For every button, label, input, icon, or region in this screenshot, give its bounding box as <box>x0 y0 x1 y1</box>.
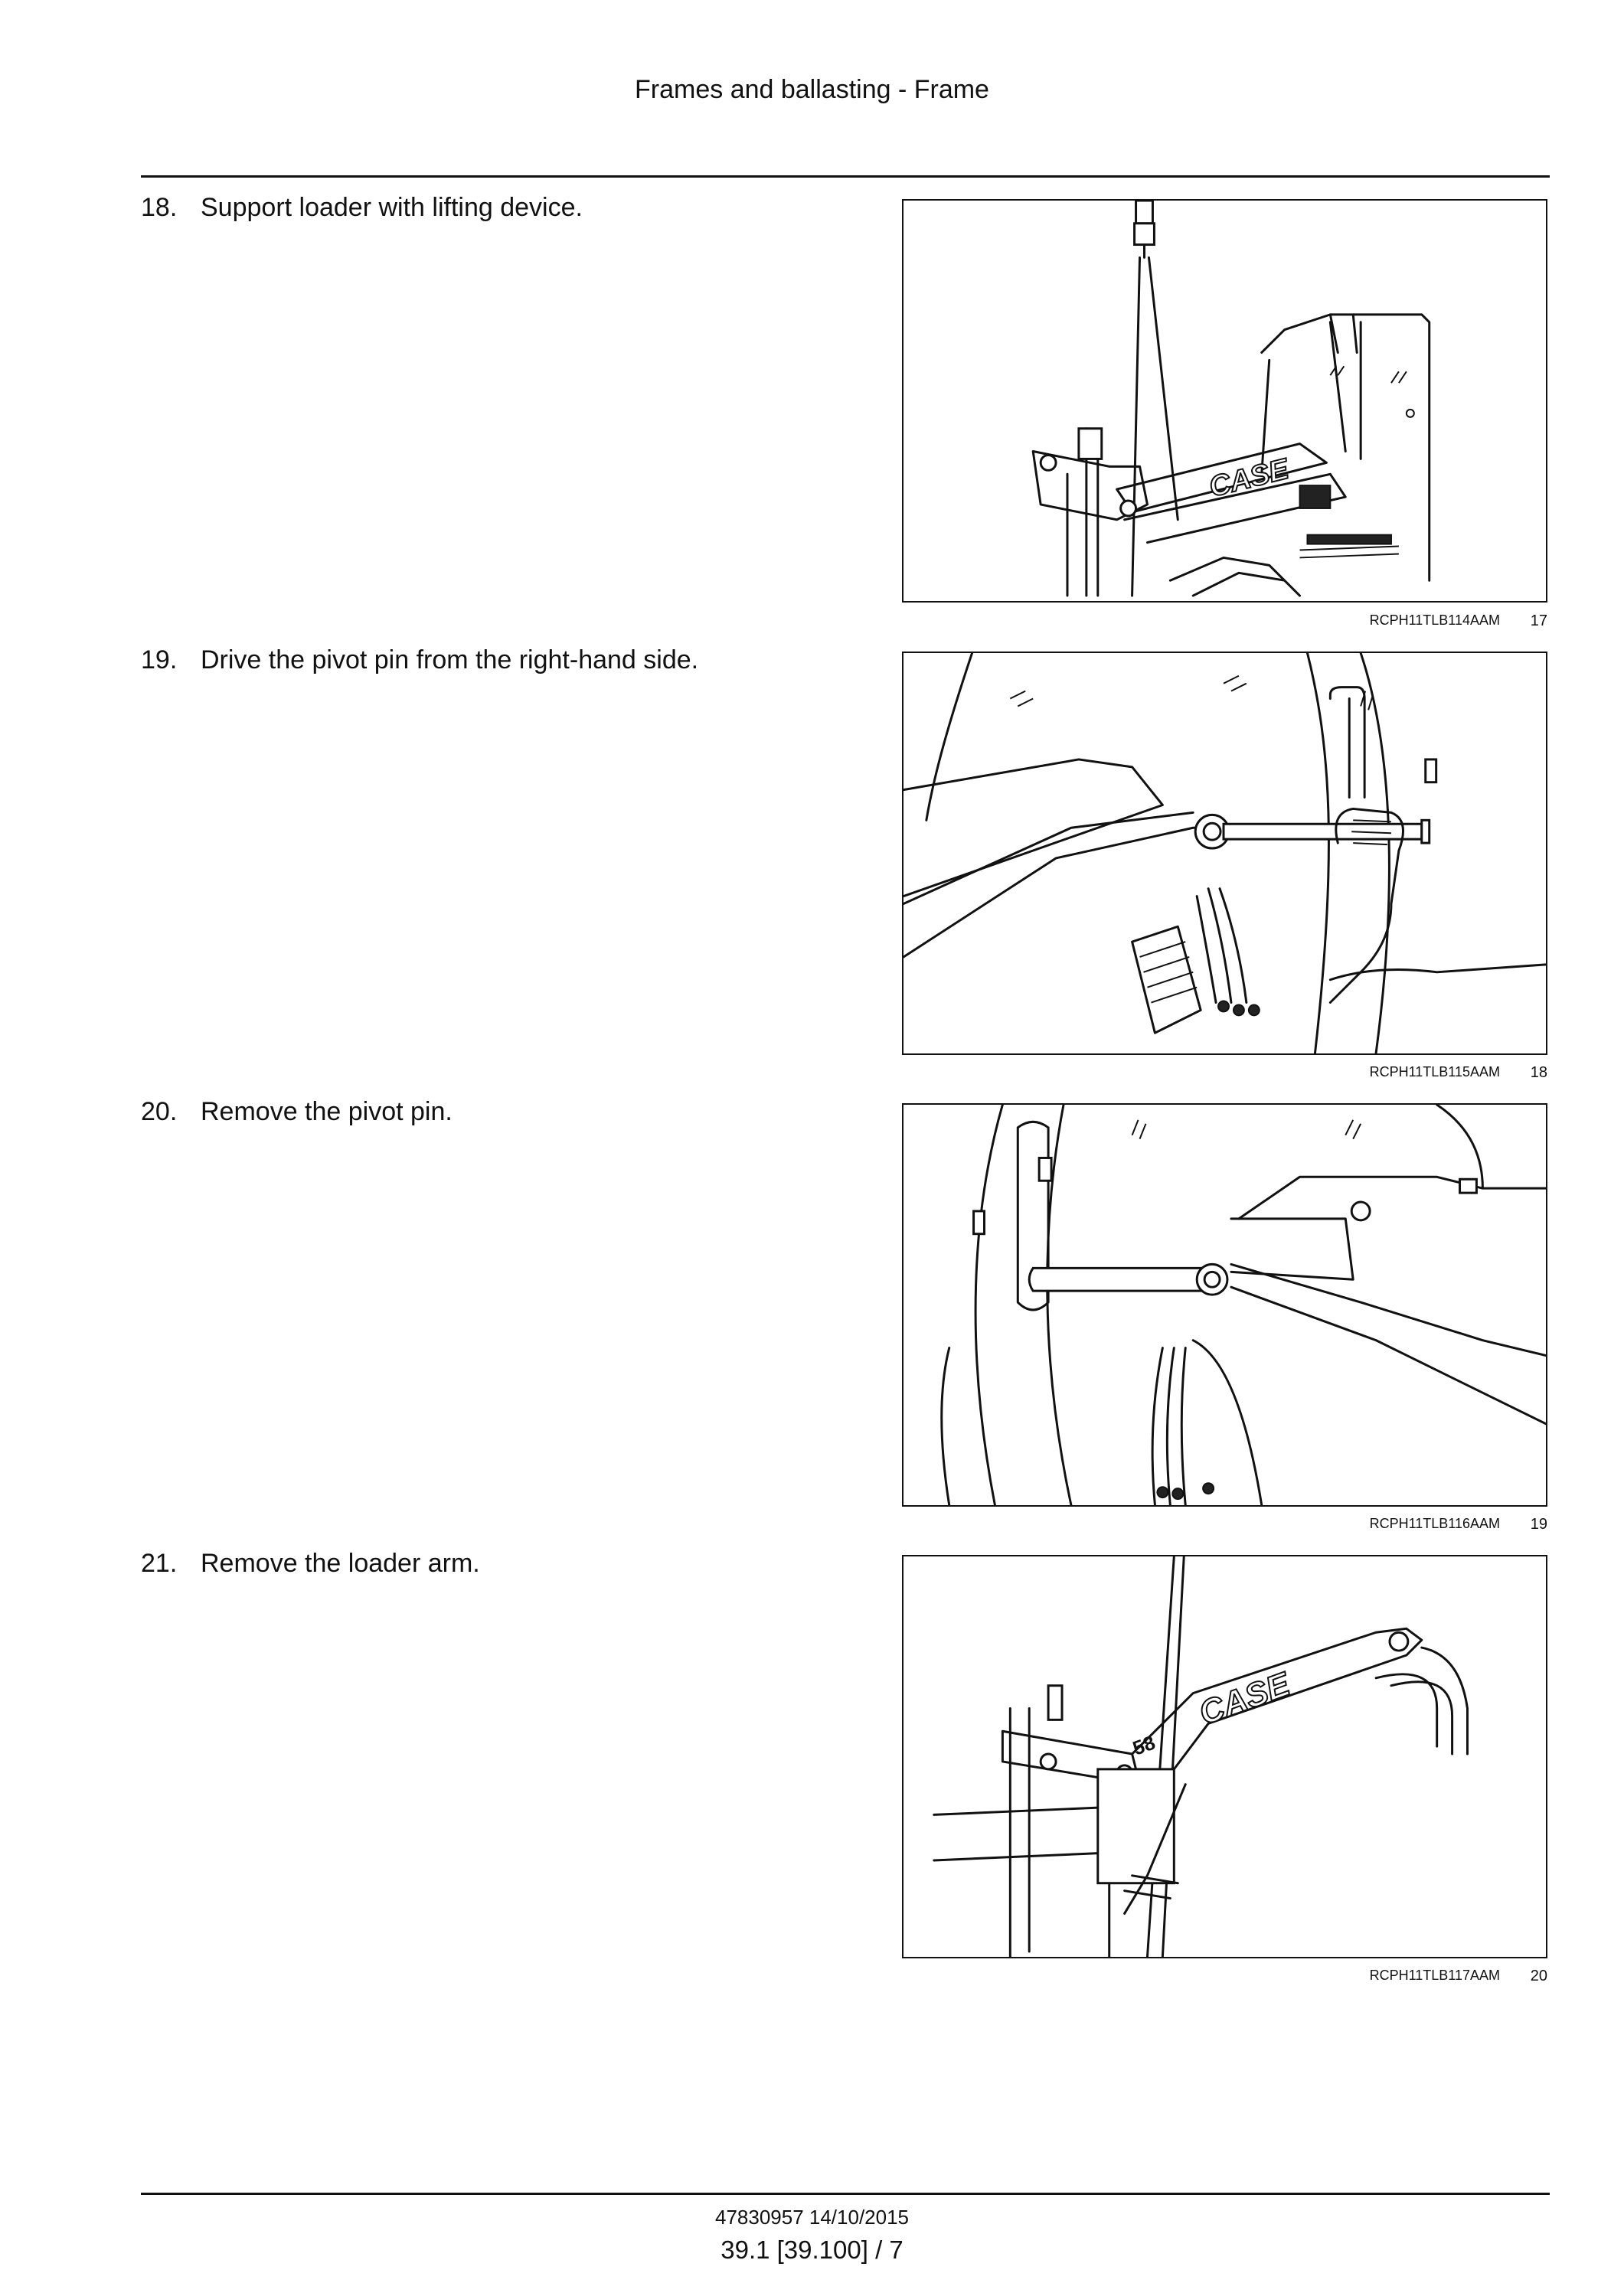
step-number: 21. <box>141 1549 178 1578</box>
figure-20-remove-loader-arm <box>902 1555 1547 1958</box>
figure-number: 19 <box>1530 1516 1547 1533</box>
footer-page-reference: 39.1 [39.100] / 7 <box>721 2236 903 2264</box>
header-rule <box>141 175 1550 178</box>
step-text: Remove the pivot pin. <box>201 1097 453 1126</box>
footer-rule <box>141 2193 1550 2195</box>
case-logo: CASE <box>1206 452 1292 504</box>
figure-code: RCPH11TLB117AAM <box>1369 1968 1500 1983</box>
step-text: Remove the loader arm. <box>201 1549 480 1578</box>
step-text: Support loader with lifting device. <box>201 193 583 222</box>
figure-code: RCPH11TLB115AAM <box>1369 1064 1500 1079</box>
step-number: 19. <box>141 645 178 674</box>
page-header-title: Frames and ballasting - Frame <box>635 75 989 104</box>
figure-number: 17 <box>1530 612 1547 629</box>
step-number: 18. <box>141 193 178 222</box>
figure-code: RCPH11TLB114AAM <box>1369 612 1500 628</box>
step-21 <box>141 1549 480 1579</box>
footer-doc-code: 47830957 14/10/2015 <box>714 2206 910 2229</box>
step-19 <box>141 645 698 675</box>
figure-number: 20 <box>1530 1968 1547 1984</box>
figure-number: 18 <box>1530 1064 1547 1081</box>
step-18 <box>141 193 583 223</box>
figure-17-loader-lifting <box>902 199 1547 603</box>
figure-code: RCPH11TLB116AAM <box>1369 1516 1500 1531</box>
step-number: 20. <box>141 1097 178 1126</box>
model-number-partial: 58 <box>1130 1732 1158 1760</box>
figure-18-drive-pivot-pin <box>902 652 1547 1055</box>
case-logo: CASE <box>1194 1665 1295 1733</box>
figure-19-remove-pivot-pin <box>902 1103 1547 1507</box>
step-20 <box>141 1097 453 1127</box>
step-text: Drive the pivot pin from the right-hand side. <box>201 645 699 674</box>
